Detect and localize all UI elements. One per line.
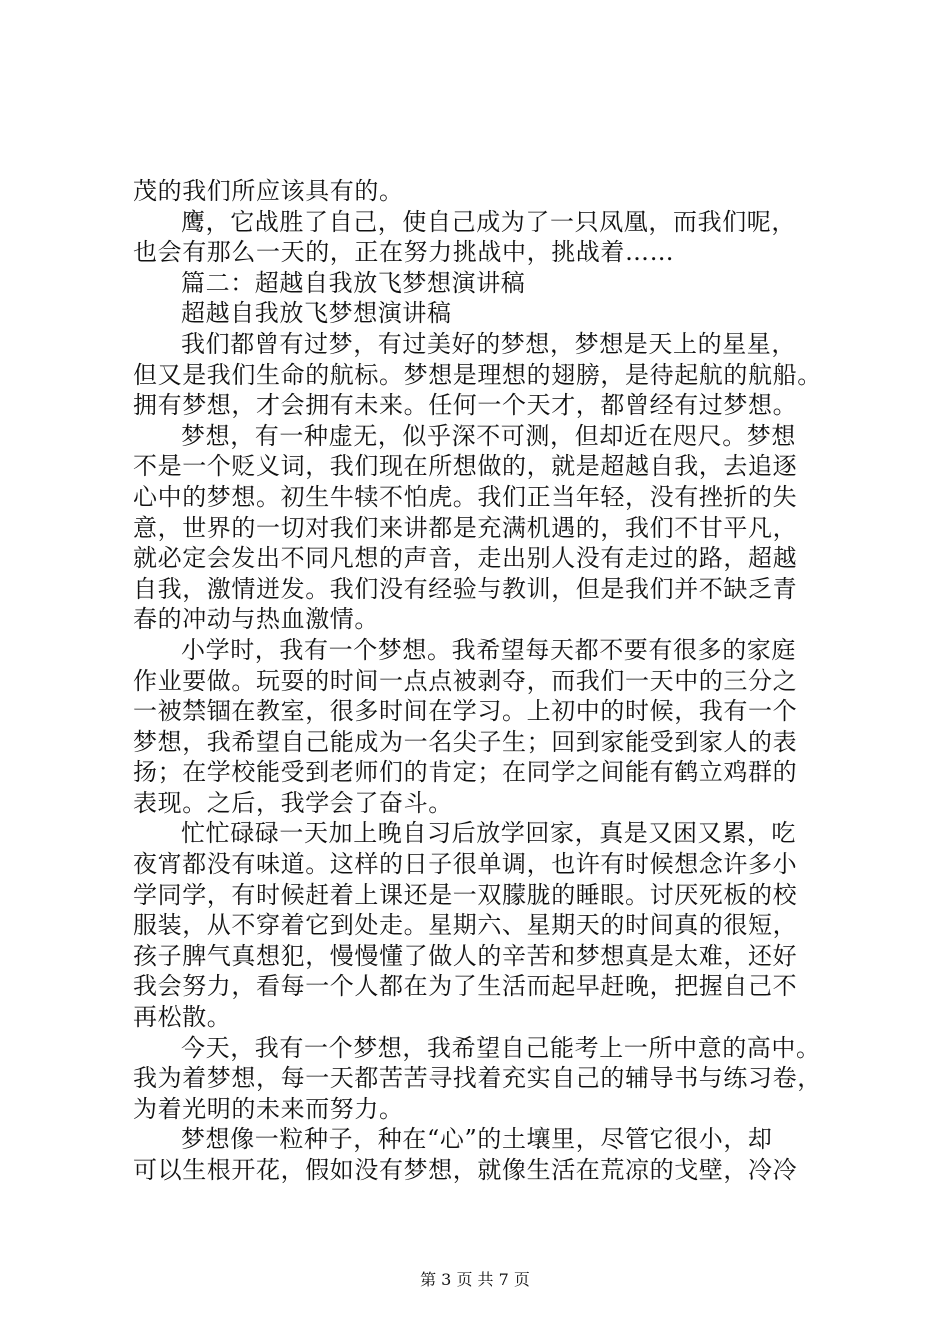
text-line: 就必定会发出不同凡想的声音，走出别人没有走过的路，超越 — [133, 544, 798, 573]
text-line: 服装，从不穿着它到处走。星期六、星期天的时间真的很短， — [133, 911, 798, 940]
text-line: 不是一个贬义词，我们现在所想做的，就是超越自我，去追逐 — [133, 452, 798, 481]
text-line: 但又是我们生命的航标。梦想是理想的翅膀，是待起航的航船。 — [133, 360, 822, 389]
text-line: 孩子脾气真想犯，慢慢懂了做人的辛苦和梦想真是太难，还好 — [133, 941, 798, 970]
text-line: 表现。之后，我学会了奋斗。 — [133, 788, 453, 817]
text-line: 意，世界的一切对我们来讲都是充满机遇的，我们不甘平凡， — [133, 513, 798, 542]
text-line: 可以生根开花，假如没有梦想，就像生活在荒凉的戈壁，冷冷 — [133, 1156, 798, 1184]
text-line: 学同学，有时候赶着上课还是一双朦胧的睡眼。讨厌死板的校 — [133, 880, 798, 909]
text-line: 春的冲动与热血激情。 — [133, 605, 379, 634]
text-line: 超越自我放飞梦想演讲稿 — [181, 299, 452, 328]
text-line: 夜宵都没有味道。这样的日子很单调，也许有时候想念许多小 — [133, 850, 798, 879]
document-body — [133, 176, 853, 1186]
text-line: 鹰，它战胜了自己，使自己成为了一只凤凰，而我们呢， — [181, 207, 796, 236]
text-line: 小学时，我有一个梦想。我希望每天都不要有很多的家庭 — [181, 635, 796, 664]
text-line: 自我，激情迸发。我们没有经验与教训，但是我们并不缺乏青 — [133, 574, 798, 603]
text-line: 拥有梦想，才会拥有未来。任何一个天才，都曾经有过梦想。 — [133, 391, 798, 420]
text-line: 一被禁锢在教室，很多时间在学习。上初中的时候，我有一个 — [133, 697, 798, 726]
text-line: 忙忙碌碌一天加上晚自习后放学回家，真是又困又累，吃 — [181, 819, 796, 848]
text-line: 作业要做。玩耍的时间一点点被剥夺，而我们一天中的三分之 — [133, 666, 798, 695]
text-line: 扬；在学校能受到老师们的肯定；在同学之间能有鹤立鸡群的 — [133, 758, 798, 787]
text-line: 茂的我们所应该具有的。 — [133, 177, 404, 205]
text-line: 梦想像一粒种子，种在“心”的土壤里，尽管它很小，却 — [181, 1125, 773, 1154]
text-line: 我会努力，看每一个人都在为了生活而起早赶晚，把握自己不 — [133, 972, 798, 1001]
text-line: 也会有那么一天的，正在努力挑战中，挑战着…… — [133, 238, 675, 267]
text-line: 今天，我有一个梦想，我希望自己能考上一所中意的高中。 — [181, 1033, 821, 1062]
text-line: 我为着梦想，每一天都苦苦寻找着充实自己的辅导书与练习卷， — [133, 1064, 822, 1093]
text-line: 篇二：超越自我放飞梦想演讲稿 — [181, 268, 526, 297]
text-line: 再松散。 — [133, 1003, 232, 1032]
text-line: 心中的梦想。初生牛犊不怕虎。我们正当年轻，没有挫折的失 — [133, 482, 798, 511]
text-line: 为着光明的未来而努力。 — [133, 1094, 404, 1123]
text-line: 我们都曾有过梦，有过美好的梦想，梦想是天上的星星， — [181, 329, 796, 358]
text-line: 梦想，有一种虚无，似乎深不可测，但却近在咫尺。梦想 — [181, 421, 796, 450]
page-footer: 第 3 页 共 7 页 — [420, 1270, 530, 1289]
text-line: 梦想，我希望自己能成为一名尖子生；回到家能受到家人的表 — [133, 727, 798, 756]
